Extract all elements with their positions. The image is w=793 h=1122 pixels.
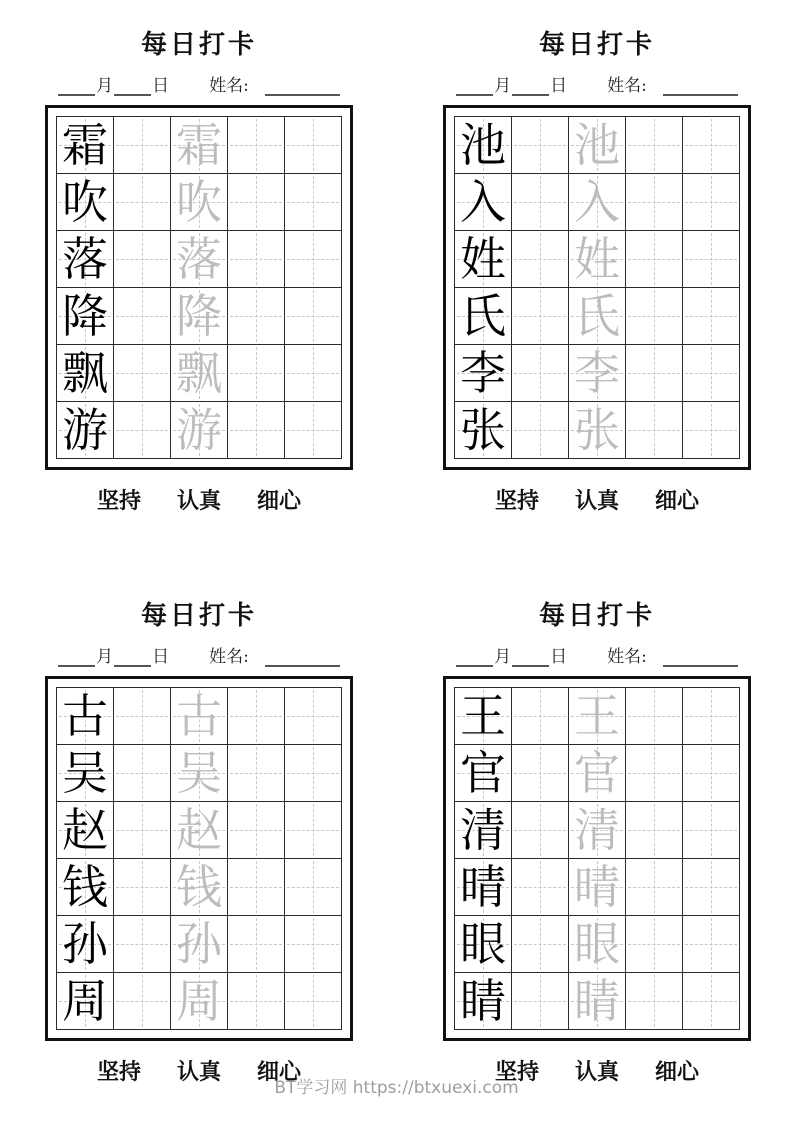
practice-cell: [512, 745, 569, 802]
practice-grid: [56, 687, 342, 1030]
trace-character: 张: [574, 403, 620, 457]
practice-cell: [626, 345, 683, 402]
trace-character: 吴: [176, 746, 222, 800]
practice-cell: [455, 859, 512, 916]
model-character: 清: [460, 803, 506, 857]
practice-cell: [171, 802, 228, 859]
practice-cell: [114, 859, 171, 916]
practice-cell: [285, 345, 342, 402]
practice-cell: [626, 688, 683, 745]
motto-line: [45, 484, 353, 515]
practice-cell: [626, 288, 683, 345]
practice-card-top-left: [45, 30, 353, 515]
practice-cell: [171, 402, 228, 459]
practice-cell: [683, 688, 740, 745]
practice-cell: [228, 345, 285, 402]
practice-cell: [455, 288, 512, 345]
practice-cell: [626, 402, 683, 459]
name-label: 姓名:: [209, 647, 249, 667]
practice-grid-frame: [443, 105, 751, 470]
practice-cell: [455, 745, 512, 802]
card-title: 每日打卡: [538, 601, 655, 631]
practice-cell: [512, 345, 569, 402]
practice-cell: [683, 231, 740, 288]
trace-character: 孙: [176, 917, 222, 971]
practice-card-bottom-right: [443, 601, 751, 1086]
practice-cell: [285, 916, 342, 973]
practice-cell: [512, 916, 569, 973]
trace-character: 吹: [176, 175, 222, 229]
practice-cell: [171, 688, 228, 745]
practice-cell: [455, 231, 512, 288]
trace-character: 王: [574, 689, 620, 743]
practice-cell: [569, 402, 626, 459]
trace-character: 姓: [574, 232, 620, 286]
practice-cell: [569, 802, 626, 859]
practice-cell: [114, 231, 171, 288]
motto-line: [443, 484, 751, 515]
practice-cell: [285, 859, 342, 916]
month-label: 月: [494, 647, 512, 667]
motto-word: 坚持: [96, 1059, 141, 1085]
practice-cell: [171, 288, 228, 345]
practice-cell: [57, 117, 114, 174]
practice-cell: [285, 745, 342, 802]
practice-cell: [57, 745, 114, 802]
month-label: 月: [96, 76, 114, 96]
motto-word: 认真: [176, 488, 221, 514]
practice-cell: [569, 688, 626, 745]
practice-cell: [683, 916, 740, 973]
month-label: 月: [96, 647, 114, 667]
month-blank-line: [456, 647, 493, 667]
practice-cell: [285, 231, 342, 288]
motto-word: 坚持: [494, 488, 539, 514]
practice-cell: [512, 231, 569, 288]
model-character: 赵: [62, 803, 108, 857]
practice-cell: [626, 745, 683, 802]
practice-cell: [228, 117, 285, 174]
day-blank-line: [114, 76, 151, 96]
practice-cell: [285, 174, 342, 231]
practice-cell: [228, 802, 285, 859]
trace-character: 降: [176, 289, 222, 343]
trace-character: 眼: [574, 917, 620, 971]
practice-grid: [454, 687, 740, 1030]
practice-cell: [57, 859, 114, 916]
practice-cell: [171, 859, 228, 916]
name-label: 姓名:: [607, 647, 647, 667]
trace-character: 入: [574, 175, 620, 229]
trace-character: 落: [176, 232, 222, 286]
practice-card-top-right: [443, 30, 751, 515]
motto-word: 坚持: [96, 488, 141, 514]
model-character: 睛: [460, 974, 506, 1028]
month-blank-line: [456, 76, 493, 96]
date-name-line: [45, 645, 353, 667]
practice-cell: [512, 973, 569, 1030]
model-character: 钱: [62, 860, 108, 914]
day-label: 日: [550, 76, 568, 96]
practice-cell: [57, 916, 114, 973]
practice-cell: [285, 688, 342, 745]
practice-cell: [57, 402, 114, 459]
trace-character: 晴: [574, 860, 620, 914]
practice-cell: [114, 688, 171, 745]
practice-cell: [285, 117, 342, 174]
practice-cell: [114, 345, 171, 402]
model-character: 入: [460, 175, 506, 229]
day-blank-line: [512, 647, 549, 667]
model-character: 霜: [62, 118, 108, 172]
practice-cell: [683, 117, 740, 174]
practice-card-bottom-left: [45, 601, 353, 1086]
practice-cell: [626, 973, 683, 1030]
practice-cell: [171, 745, 228, 802]
practice-cell: [512, 688, 569, 745]
model-character: 飘: [62, 346, 108, 400]
practice-cell: [512, 117, 569, 174]
day-blank-line: [512, 76, 549, 96]
model-character: 氏: [460, 289, 506, 343]
date-name-line: [45, 74, 353, 96]
practice-cell: [228, 402, 285, 459]
practice-cell: [57, 174, 114, 231]
practice-grid: [454, 116, 740, 459]
practice-cell: [626, 117, 683, 174]
practice-cell: [512, 288, 569, 345]
model-character: 古: [62, 689, 108, 743]
model-character: 吴: [62, 746, 108, 800]
practice-cell: [512, 402, 569, 459]
model-character: 姓: [460, 232, 506, 286]
practice-cell: [569, 231, 626, 288]
trace-character: 游: [176, 403, 222, 457]
practice-cell: [455, 973, 512, 1030]
practice-grid-frame: [443, 676, 751, 1041]
practice-cell: [455, 174, 512, 231]
model-character: 张: [460, 403, 506, 457]
month-label: 月: [494, 76, 512, 96]
model-character: 降: [62, 289, 108, 343]
practice-cell: [683, 174, 740, 231]
practice-cell: [512, 802, 569, 859]
practice-cell: [57, 802, 114, 859]
trace-character: 睛: [574, 974, 620, 1028]
model-character: 落: [62, 232, 108, 286]
practice-cell: [626, 859, 683, 916]
practice-cell: [114, 916, 171, 973]
card-title: 每日打卡: [140, 601, 257, 631]
practice-cell: [569, 288, 626, 345]
model-character: 孙: [62, 917, 108, 971]
practice-cell: [455, 688, 512, 745]
trace-character: 赵: [176, 803, 222, 857]
practice-cell: [114, 117, 171, 174]
practice-cell: [569, 745, 626, 802]
practice-cell: [57, 288, 114, 345]
motto-word: 细心: [257, 1059, 302, 1085]
practice-grid-frame: [45, 105, 353, 470]
practice-cell: [114, 802, 171, 859]
practice-grid: [56, 116, 342, 459]
practice-cell: [285, 973, 342, 1030]
practice-cell: [683, 802, 740, 859]
practice-cell: [228, 916, 285, 973]
practice-cell: [57, 688, 114, 745]
model-character: 晴: [460, 860, 506, 914]
month-blank-line: [58, 647, 95, 667]
motto-word: 认真: [176, 1059, 221, 1085]
name-blank-line: [663, 647, 738, 667]
practice-cell: [683, 859, 740, 916]
practice-cell: [171, 973, 228, 1030]
site-watermark: BT学习网 https://btxuexi.com: [274, 1078, 519, 1098]
trace-character: 周: [176, 974, 222, 1028]
motto-word: 细心: [655, 488, 700, 514]
practice-cell: [228, 973, 285, 1030]
motto-word: 认真: [574, 1059, 619, 1085]
model-character: 王: [460, 689, 506, 743]
card-title: 每日打卡: [538, 30, 655, 60]
name-blank-line: [265, 647, 340, 667]
trace-character: 氏: [574, 289, 620, 343]
month-blank-line: [58, 76, 95, 96]
trace-character: 古: [176, 689, 222, 743]
practice-cell: [57, 231, 114, 288]
practice-cell: [285, 802, 342, 859]
trace-character: 霜: [176, 118, 222, 172]
practice-cell: [569, 117, 626, 174]
practice-cell: [171, 117, 228, 174]
trace-character: 池: [574, 118, 620, 172]
trace-character: 飘: [176, 346, 222, 400]
practice-cell: [114, 745, 171, 802]
practice-cell: [455, 117, 512, 174]
model-character: 李: [460, 346, 506, 400]
practice-cell: [455, 916, 512, 973]
day-label: 日: [550, 647, 568, 667]
practice-cell: [626, 231, 683, 288]
practice-cell: [57, 973, 114, 1030]
model-character: 周: [62, 974, 108, 1028]
practice-cell: [455, 345, 512, 402]
motto-word: 坚持: [494, 1059, 539, 1085]
practice-cell: [683, 345, 740, 402]
day-label: 日: [152, 647, 170, 667]
date-name-line: [443, 74, 751, 96]
practice-cell: [683, 402, 740, 459]
practice-cell: [171, 916, 228, 973]
card-title: 每日打卡: [140, 30, 257, 60]
name-label: 姓名:: [607, 76, 647, 96]
practice-cell: [228, 688, 285, 745]
motto-word: 细心: [655, 1059, 700, 1085]
practice-cell: [57, 345, 114, 402]
practice-cell: [171, 174, 228, 231]
practice-cell: [455, 402, 512, 459]
practice-cell: [626, 174, 683, 231]
trace-character: 官: [574, 746, 620, 800]
trace-character: 清: [574, 803, 620, 857]
practice-cell: [171, 345, 228, 402]
practice-cell: [626, 916, 683, 973]
practice-cell: [228, 745, 285, 802]
practice-cell: [228, 174, 285, 231]
practice-grid-frame: [45, 676, 353, 1041]
practice-cell: [569, 973, 626, 1030]
model-character: 官: [460, 746, 506, 800]
trace-character: 钱: [176, 860, 222, 914]
practice-cell: [569, 345, 626, 402]
name-blank-line: [265, 76, 340, 96]
practice-cell: [114, 973, 171, 1030]
practice-cell: [455, 802, 512, 859]
practice-cell: [228, 288, 285, 345]
practice-cell: [285, 288, 342, 345]
practice-cell: [569, 174, 626, 231]
day-blank-line: [114, 647, 151, 667]
model-character: 眼: [460, 917, 506, 971]
model-character: 游: [62, 403, 108, 457]
practice-cell: [626, 802, 683, 859]
practice-cell: [114, 402, 171, 459]
date-name-line: [443, 645, 751, 667]
practice-cell: [228, 859, 285, 916]
practice-cell: [114, 174, 171, 231]
practice-cell: [683, 973, 740, 1030]
practice-cell: [569, 859, 626, 916]
trace-character: 李: [574, 346, 620, 400]
practice-cell: [512, 859, 569, 916]
model-character: 池: [460, 118, 506, 172]
practice-cell: [114, 288, 171, 345]
name-label: 姓名:: [209, 76, 249, 96]
practice-cell: [512, 174, 569, 231]
practice-cell: [683, 288, 740, 345]
model-character: 吹: [62, 175, 108, 229]
name-blank-line: [663, 76, 738, 96]
practice-cell: [683, 745, 740, 802]
practice-cell: [569, 916, 626, 973]
practice-cell: [228, 231, 285, 288]
motto-word: 认真: [574, 488, 619, 514]
practice-cell: [285, 402, 342, 459]
motto-word: 细心: [257, 488, 302, 514]
practice-cell: [171, 231, 228, 288]
day-label: 日: [152, 76, 170, 96]
